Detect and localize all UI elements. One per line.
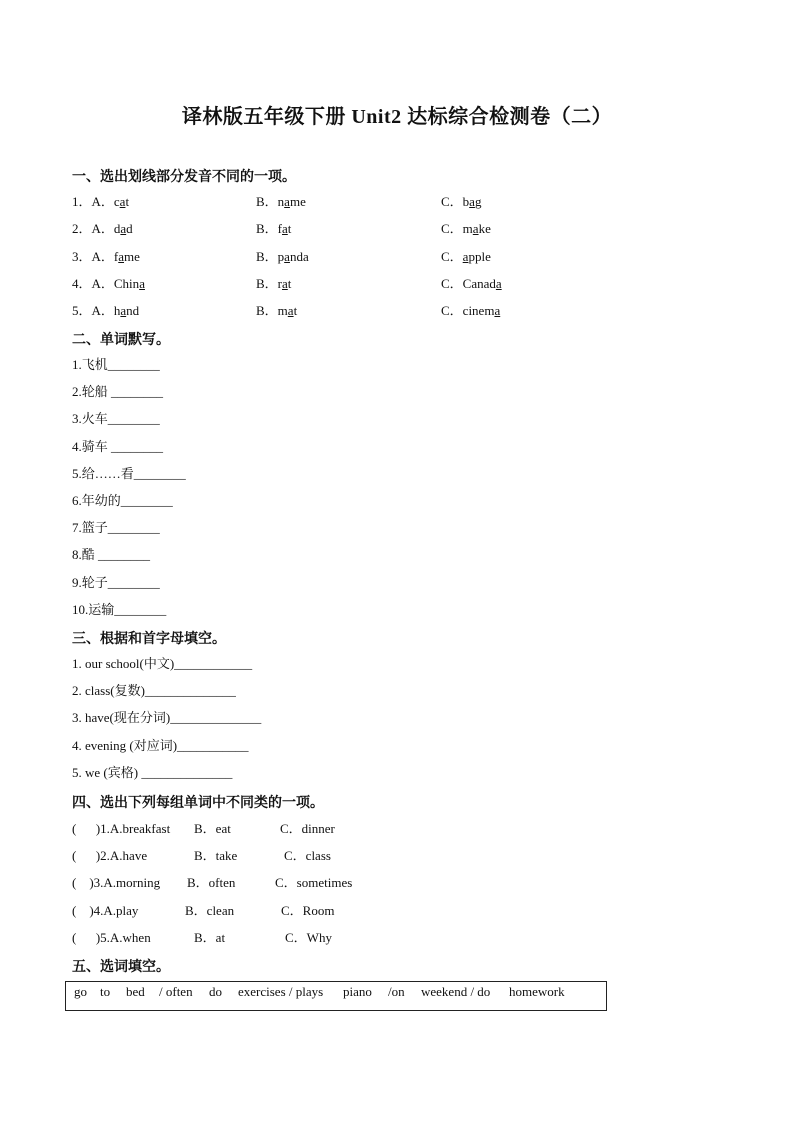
classification-row bbox=[72, 929, 472, 947]
question-row bbox=[72, 275, 592, 293]
underlined-letter: a bbox=[287, 303, 294, 318]
question-number: 4．A． bbox=[72, 276, 114, 291]
word-bank-word: go bbox=[74, 984, 87, 999]
option-c bbox=[441, 220, 491, 238]
option-b bbox=[256, 193, 306, 211]
fill-blank-item: 3. have(现在分词)______________ bbox=[72, 710, 262, 726]
option-b-letter: B． bbox=[256, 303, 278, 318]
option-a bbox=[72, 302, 139, 320]
dictation-item: 4.骑车 ________ bbox=[72, 438, 164, 454]
option-c bbox=[441, 275, 502, 293]
word-bank-word: do bbox=[209, 984, 222, 999]
underlined-letter: a bbox=[495, 276, 502, 291]
word-bank-box bbox=[65, 981, 607, 1011]
question-number: 2．A． bbox=[72, 221, 114, 236]
dictation-item: 9.轮子________ bbox=[72, 574, 160, 590]
dictation-item: 10.运输________ bbox=[72, 601, 167, 617]
option-c-word: cinema bbox=[462, 303, 501, 318]
option-b-word: panda bbox=[277, 249, 309, 264]
section-5-heading: 五、选词填空。 bbox=[72, 959, 170, 975]
option-c bbox=[441, 193, 481, 211]
option-a-word: China bbox=[113, 276, 145, 291]
option-c-letter: C． bbox=[441, 303, 463, 318]
option-c: C．class bbox=[284, 848, 331, 864]
classification-row bbox=[72, 820, 472, 838]
option-b bbox=[256, 302, 297, 320]
question-row bbox=[72, 248, 592, 266]
option-b-letter: B． bbox=[256, 276, 278, 291]
option-c: C．sometimes bbox=[275, 875, 353, 891]
question-number: 3．A． bbox=[72, 249, 114, 264]
option-b-letter: B． bbox=[256, 249, 278, 264]
word-bank-word: exercises / plays bbox=[238, 984, 324, 999]
underlined-letter: a bbox=[472, 221, 479, 236]
option-a bbox=[72, 220, 133, 238]
option-c-letter: C． bbox=[441, 276, 463, 291]
dictation-item: 6.年幼的________ bbox=[72, 493, 173, 508]
question-row bbox=[72, 220, 592, 238]
option-b-word: mat bbox=[277, 303, 298, 318]
fill-blank-item: 5. we (宾格) ______________ bbox=[72, 764, 233, 780]
option-c-letter: C． bbox=[441, 194, 463, 209]
classification-row bbox=[72, 847, 472, 865]
dictation-item: 2.轮船 ________ bbox=[72, 384, 164, 400]
classification-row bbox=[72, 874, 472, 892]
underlined-letter: a bbox=[462, 249, 469, 264]
underlined-letter: a bbox=[494, 303, 501, 318]
underlined-letter: a bbox=[120, 303, 127, 318]
word-bank-word: /on bbox=[388, 984, 405, 999]
option-b: B．clean bbox=[185, 902, 235, 918]
option-b-letter: B． bbox=[256, 194, 278, 209]
dictation-item: 7.篮子________ bbox=[72, 520, 160, 536]
underlined-letter: a bbox=[118, 249, 125, 264]
option-c-word: apple bbox=[462, 249, 491, 264]
option-a bbox=[72, 275, 145, 293]
section-1-heading: 一、选出划线部分发音不同的一项。 bbox=[72, 169, 296, 185]
section-4-heading: 四、选出下列每组单词中不同类的一项。 bbox=[72, 795, 324, 811]
option-c-word: Canada bbox=[462, 276, 502, 291]
dictation-item: 5.给……看________ bbox=[72, 465, 186, 481]
dictation-item: 8.酷 ________ bbox=[72, 547, 151, 563]
question-number: 1．A． bbox=[72, 194, 114, 209]
underlined-letter: a bbox=[282, 221, 288, 236]
underlined-letter: a bbox=[139, 276, 145, 291]
option-c-letter: C． bbox=[441, 221, 463, 236]
word-bank-word: piano bbox=[343, 984, 372, 999]
section-3-heading: 三、根据和首字母填空。 bbox=[72, 631, 226, 647]
option-a: ( )3.A.morning bbox=[72, 875, 161, 891]
option-b bbox=[256, 275, 291, 293]
underlined-letter: a bbox=[282, 276, 288, 291]
option-a-word: hand bbox=[113, 303, 140, 318]
option-a: ( )1.A.breakfast bbox=[72, 821, 171, 836]
option-b: B．at bbox=[194, 929, 226, 945]
option-a: ( )2.A.have bbox=[72, 848, 148, 864]
option-a-word: cat bbox=[113, 194, 130, 209]
word-bank-word: homework bbox=[509, 984, 565, 999]
option-b-word: fat bbox=[277, 221, 292, 236]
fill-blank-item: 2. class(复数)______________ bbox=[72, 683, 236, 699]
option-b-letter: B． bbox=[256, 221, 278, 236]
underlined-letter: a bbox=[284, 249, 290, 264]
question-row bbox=[72, 193, 592, 211]
underlined-letter: a bbox=[119, 194, 126, 209]
option-a bbox=[72, 248, 140, 266]
classification-row bbox=[72, 902, 472, 920]
word-bank-word: weekend / do bbox=[421, 984, 491, 999]
section-2-heading: 二、单词默写。 bbox=[72, 332, 170, 348]
option-a-word: fame bbox=[113, 249, 140, 264]
option-c: C．Why bbox=[285, 929, 332, 945]
dictation-item: 1.飞机________ bbox=[72, 357, 160, 372]
underlined-letter: a bbox=[120, 221, 127, 236]
underlined-letter: a bbox=[469, 194, 475, 209]
option-a: ( )4.A.play bbox=[72, 902, 139, 918]
question-number: 5．A． bbox=[72, 303, 114, 318]
page-title: 译林版五年级下册 Unit2 达标综合检测卷（二） bbox=[181, 106, 613, 128]
option-c bbox=[441, 302, 500, 320]
option-c: C．Room bbox=[281, 902, 335, 918]
option-b: B．eat bbox=[194, 821, 231, 836]
option-c bbox=[441, 248, 491, 266]
option-b: B．often bbox=[187, 875, 236, 891]
option-c: C．dinner bbox=[280, 821, 335, 836]
option-b-word: rat bbox=[277, 276, 292, 291]
option-b bbox=[256, 248, 309, 266]
option-b bbox=[256, 220, 291, 238]
question-row bbox=[72, 302, 592, 320]
option-b-word: name bbox=[277, 194, 306, 209]
option-c-word: make bbox=[462, 221, 491, 236]
option-c-letter: C． bbox=[441, 249, 463, 264]
dictation-item: 3.火车________ bbox=[72, 411, 160, 427]
option-a-word: dad bbox=[113, 221, 133, 236]
fill-blank-item: 4. evening (对应词)___________ bbox=[72, 737, 249, 753]
option-b: B．take bbox=[194, 848, 238, 864]
word-bank-word: / often bbox=[159, 984, 193, 999]
fill-blank-item: 1. our school(中文)____________ bbox=[72, 656, 253, 671]
word-bank-word: bed bbox=[126, 984, 145, 999]
option-c-word: bag bbox=[462, 194, 482, 209]
word-bank-word: to bbox=[100, 984, 111, 999]
option-a: ( )5.A.when bbox=[72, 929, 151, 945]
option-a bbox=[72, 193, 129, 211]
underlined-letter: a bbox=[284, 194, 290, 209]
